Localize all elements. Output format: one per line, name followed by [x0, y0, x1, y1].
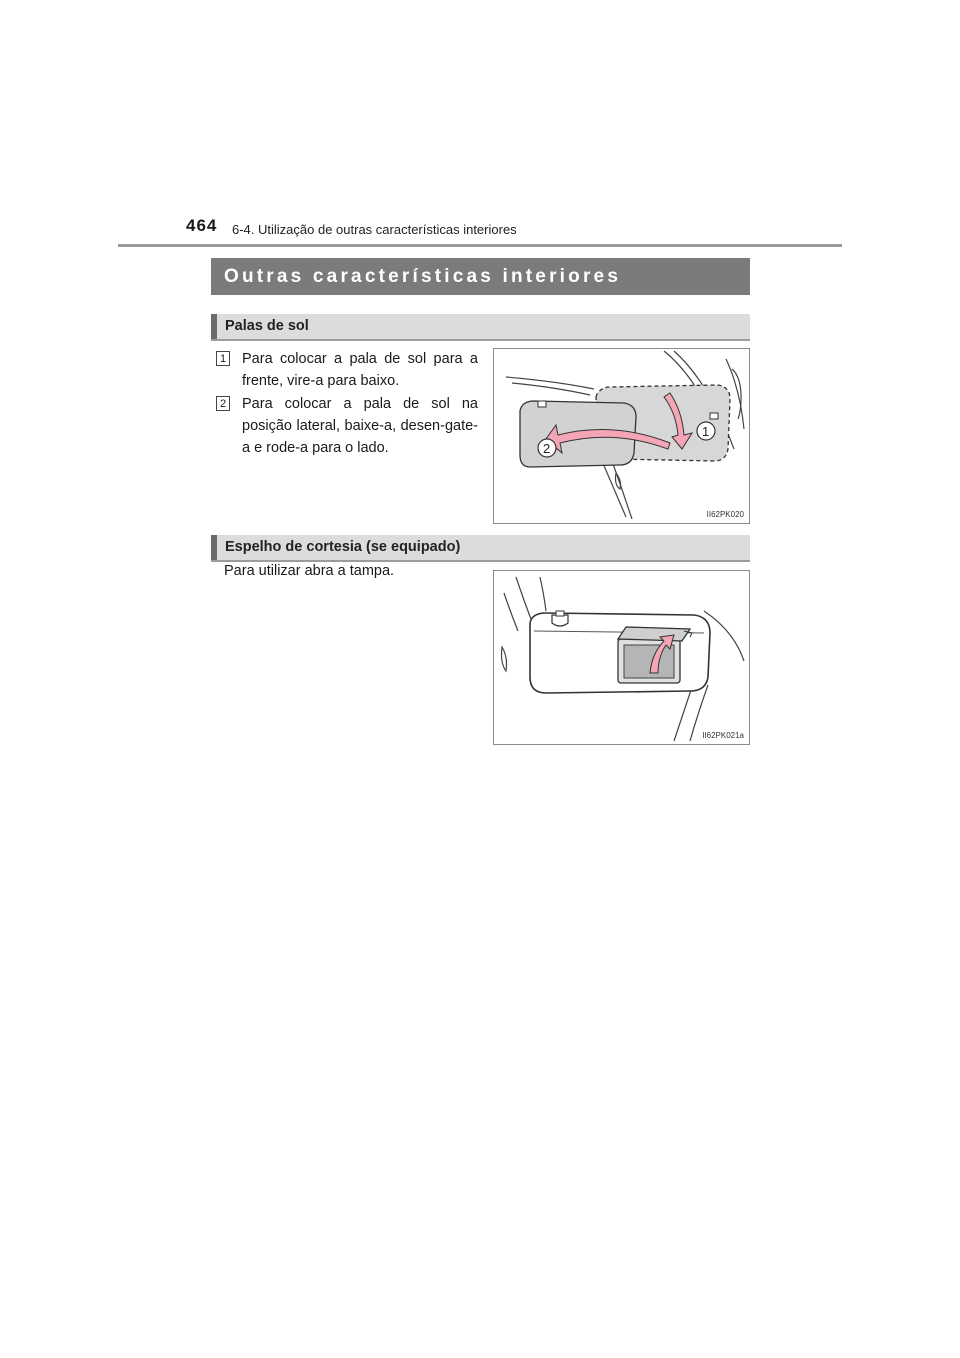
step-text: Para colocar a pala de sol para a frente, vire-a para baixo. [242, 351, 478, 389]
vanity-mirror-text: Para utilizar abra a tampa. [224, 563, 395, 579]
figure-code: II62PK021a [702, 731, 744, 740]
callout-1: 1 [702, 424, 710, 439]
sun-visor-illustration [493, 348, 750, 524]
vanity-mirror-drawing [494, 571, 750, 745]
step-number: 2 [216, 396, 230, 411]
subheading-label: Palas de sol [225, 318, 309, 334]
subheading-bar [211, 535, 217, 560]
section-banner: Outras características interiores [211, 258, 750, 295]
subheading-vanity-mirror [211, 535, 750, 562]
subheading-label: Espelho de cortesia (se equipado) [225, 539, 461, 555]
chapter-title: 6-4. Utilização de outras características interiores [232, 222, 517, 237]
subheading-sun-visors [211, 314, 750, 341]
step-item [216, 393, 478, 459]
step-item [216, 348, 478, 392]
page-number: 464 [186, 216, 218, 235]
step-text: Para colocar a pala de sol na posição lateral, baixe-a, desen-gate-a e rode-a para o lado. [242, 396, 478, 456]
vanity-mirror-illustration [493, 570, 750, 745]
subheading-bar [211, 314, 217, 339]
sun-visor-drawing [494, 349, 750, 524]
step-number: 1 [216, 351, 230, 366]
callout-2: 2 [543, 441, 551, 456]
header-rule [118, 244, 842, 247]
figure-code: II62PK020 [706, 510, 744, 519]
